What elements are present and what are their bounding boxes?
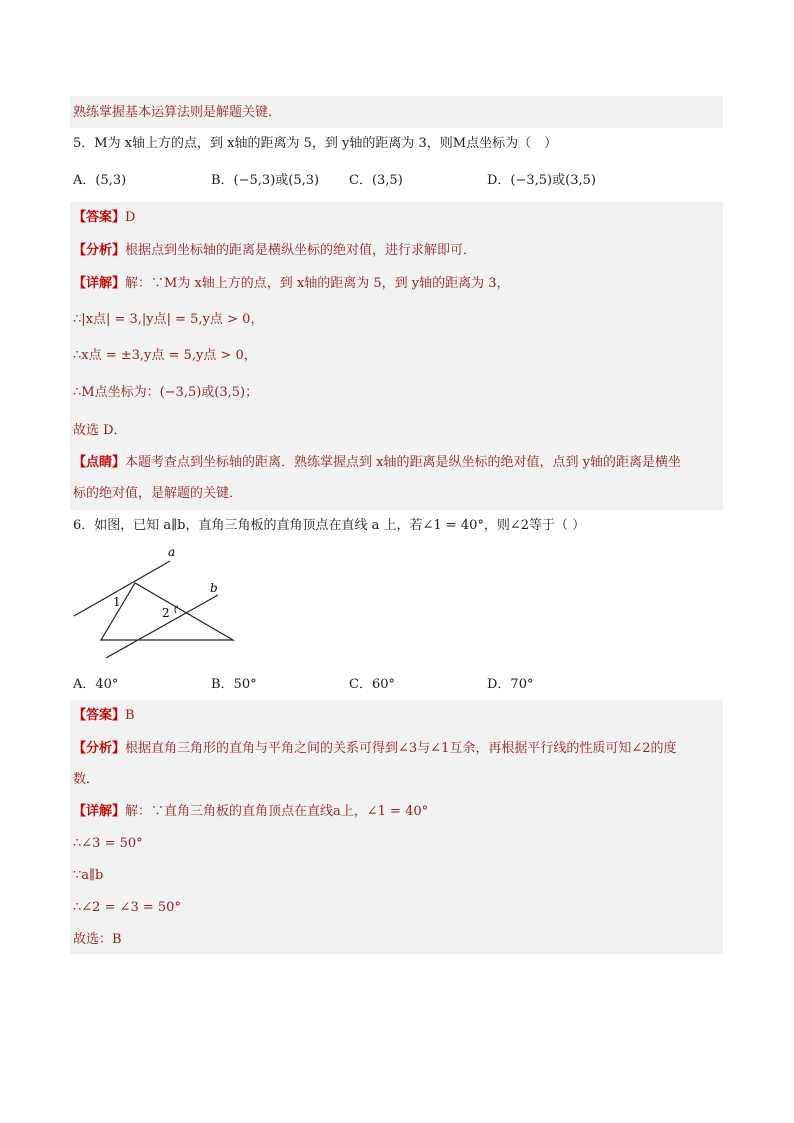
q5-answer-value: D — [125, 210, 136, 225]
q5-option-b: B．(−5,3)或(5,3) — [211, 173, 320, 188]
q5-detail-tag: 【详解】 — [73, 276, 126, 291]
q5-point-tag: 【点睛】 — [73, 455, 126, 470]
q6-analysis-tag: 【分析】 — [73, 741, 126, 756]
label-2: 2 — [162, 606, 170, 620]
q6-option-b: B．50° — [211, 677, 257, 692]
q5-option-d: D．(−3,5)或(3,5) — [487, 173, 596, 188]
prev-tail-text: 熟练掌握基本运算法则是解题关键． — [73, 105, 282, 120]
q6-analysis-line-1: 根据直角三角形的直角与平角之间的关系可得到∠3与∠1互余，再根据平行线的性质可知∠2的度 — [125, 741, 677, 756]
q6-detail — [73, 802, 428, 822]
q6-option-a: A．40° — [73, 677, 119, 692]
q6-detail-line-4: ∴∠2 = ∠3 = 50° — [73, 900, 181, 915]
q5-stem: 5．M为 x轴上方的点，到 x轴的距离为 5，到 y轴的距离为 3，则M点坐标为（ ） — [73, 136, 558, 151]
q5-analysis-tag: 【分析】 — [73, 243, 126, 258]
q5-answer — [73, 208, 135, 228]
q5-detail-line-3: ∴x点 = ±3,y点 = 5,y点 > 0， — [73, 348, 257, 363]
q6-detail-line-1: 解：∵直角三角板的直角顶点在直线a上，∠1 = 40° — [125, 804, 429, 819]
q5-point — [73, 453, 681, 473]
q5-detail — [73, 274, 510, 294]
label-1: 1 — [113, 595, 121, 609]
q6-detail-tag: 【详解】 — [73, 804, 126, 819]
q5-option-c: C．(3,5) — [349, 173, 403, 188]
q5-detail-line-2: ∴|x点| = 3,|y点| = 5,y点 > 0， — [73, 312, 264, 327]
q6-answer-tag: 【答案】 — [73, 708, 126, 723]
q6-option-c: C．60° — [349, 677, 395, 692]
label-b: b — [210, 581, 218, 595]
q6-option-d: D．70° — [487, 677, 534, 692]
q5-analysis — [73, 241, 476, 261]
label-a: a — [168, 545, 176, 559]
q5-point-line-2: 标的绝对值，是解题的关键． — [73, 486, 243, 501]
q6-answer-value: B — [125, 708, 135, 723]
q5-detail-line-4: ∴M点坐标为：(−3,5)或(3,5)； — [73, 385, 259, 400]
q5-analysis-text: 根据点到坐标轴的距离是横纵坐标的绝对值，进行求解即可． — [125, 243, 477, 258]
q6-figure — [70, 545, 240, 665]
q5-detail-line-1: 解：∵M为 x轴上方的点，到 x轴的距离为 5，到 y轴的距离为 3， — [125, 276, 510, 291]
q6-detail-line-2: ∴∠3 = 50° — [73, 836, 143, 851]
q6-analysis — [73, 739, 677, 759]
q5-option-a: A．(5,3) — [73, 173, 127, 188]
q6-detail-line-3: ∵a∥b — [73, 868, 104, 883]
q6-detail-line-5: 故选：B — [73, 932, 122, 947]
q5-detail-line-5: 故选 D． — [73, 423, 127, 438]
q6-analysis-line-2: 数． — [73, 772, 100, 787]
q6-stem: 6．如图，已知 a∥b，直角三角板的直角顶点在直线 a 上，若∠1 = 40°，则∠2等于（ ） — [73, 518, 586, 533]
q5-answer-tag: 【答案】 — [73, 210, 126, 225]
line-a — [74, 561, 170, 616]
q6-answer — [73, 706, 135, 726]
q5-point-line-1: 本题考查点到坐标轴的距离．熟练掌握点到 x轴的距离是纵坐标的绝对值，点到 y轴的距离是横坐 — [125, 455, 681, 470]
